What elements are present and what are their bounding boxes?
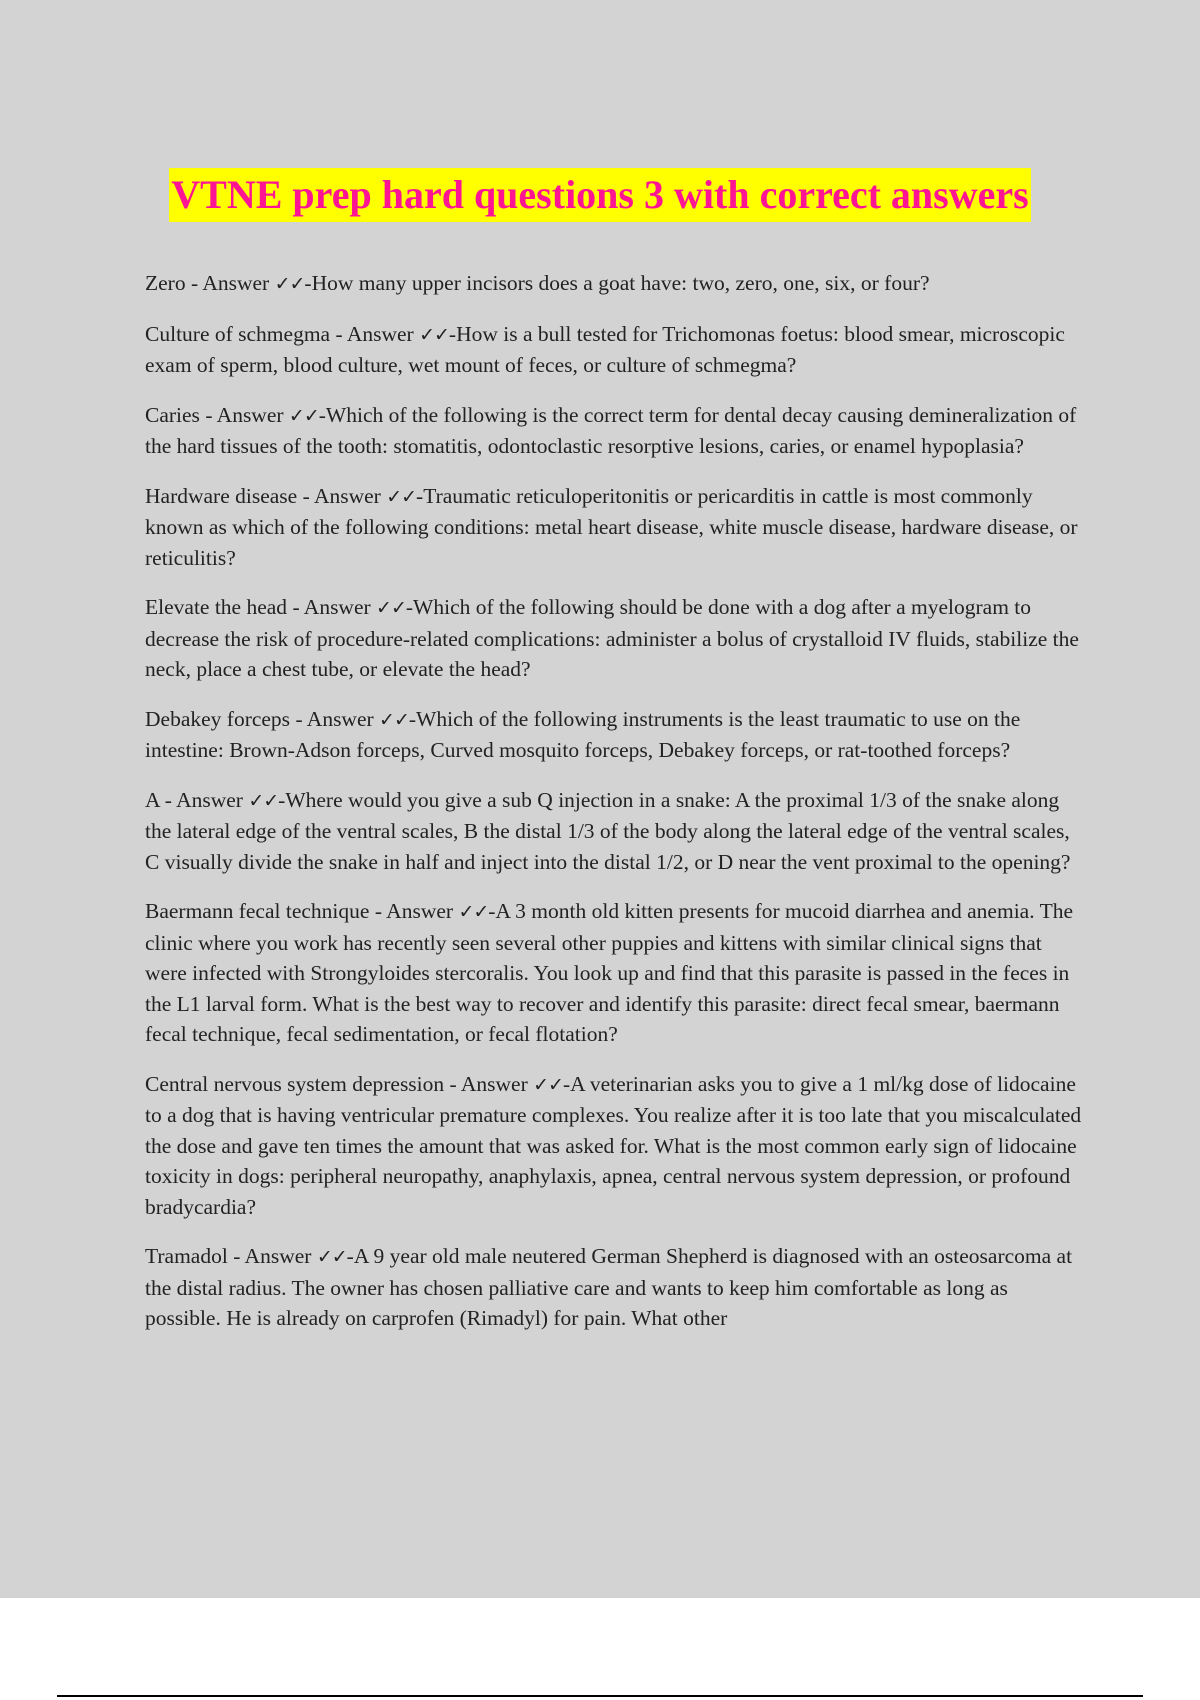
- question-text: -Where would you give a sub Q injection in a snake: A the proximal 1/3 of the snake along the lateral edge of the ventral scales, B the distal 1/3 of the body along the lateral edge of the ventral scales, C visually divide the snake in half and inject into the distal 1/2, or D near the vent proximal to the opening?: [145, 787, 1071, 874]
- question-text: -Which of the following instruments is the least traumatic to use on the intestine: Brown-Adson forceps, Curved mosquito forceps, Debakey forceps, or rat-toothed forceps?: [145, 706, 1021, 762]
- double-check-icon: ✓✓: [248, 789, 279, 812]
- double-check-icon: ✓✓: [458, 901, 489, 923]
- double-check-icon: ✓✓: [533, 1073, 563, 1096]
- title-container: [0, 168, 1200, 222]
- question-text: -A veterinarian asks you to give a 1 ml/kg dose of lidocaine to a dog that is having ventricular premature complexes. You realize after it is too late that you miscalculated the dose and gave ten times the amount that was asked for. What is the most common early sign of lidocaine toxicity in dogs: peripheral neuropathy, anaphylaxis, apnea, central nervous system depression, or profound bradycardia?: [145, 1071, 1082, 1219]
- answer-label: - Answer: [185, 271, 275, 295]
- double-check-icon: ✓✓: [274, 273, 305, 295]
- qa-item: [145, 268, 1085, 300]
- answer-label: - Answer: [369, 899, 459, 923]
- answer-text: Tramadol: [145, 1244, 228, 1268]
- qa-item: [145, 400, 1085, 462]
- document-title: VTNE prep hard questions 3 with correct answers: [169, 168, 1030, 222]
- question-text: -Which of the following is the correct term for dental decay causing demineralization of the hard tissues of the tooth: stomatitis, odontoclastic resorptive lesions, caries, or enamel hypoplasia?: [145, 402, 1077, 458]
- answer-label: - Answer: [444, 1071, 534, 1096]
- answer-text: A: [145, 787, 160, 812]
- double-check-icon: ✓✓: [419, 323, 449, 346]
- answer-text: Caries: [145, 402, 200, 427]
- answer-text: Central nervous system depression: [145, 1071, 445, 1096]
- qa-item: [145, 481, 1085, 574]
- qa-item: [145, 592, 1085, 685]
- question-text: -Traumatic reticuloperitonitis or pericarditis in cattle is most commonly known as which of the following conditions: metal heart disease, white muscle disease, hardware disease, or reticulitis?: [145, 483, 1078, 570]
- answer-text: Elevate the head: [145, 595, 288, 619]
- answer-label: - Answer: [227, 1244, 317, 1268]
- double-check-icon: ✓✓: [288, 404, 319, 427]
- answer-label: - Answer: [199, 402, 289, 427]
- double-check-icon: ✓✓: [379, 708, 409, 731]
- answer-label: - Answer: [159, 787, 249, 812]
- question-text: -How is a bull tested for Trichomonas foetus: blood smear, microscopic exam of sperm, blood culture, wet mount of feces, or culture of schmegma?: [145, 321, 1065, 377]
- question-text: -A 3 month old kitten presents for mucoid diarrhea and anemia. The clinic where you work has recently seen several other puppies and kittens with similar clinical signs that were infected with Strongyloides stercoralis. You look up and find that this parasite is passed in the feces in the L1 larval form. What is the best way to recover and identify this parasite: direct fecal smear, baermann fecal technique, fecal sedimentation, or fecal flotation?: [145, 899, 1074, 1046]
- double-check-icon: ✓✓: [316, 1246, 347, 1268]
- answer-text: Zero: [145, 271, 186, 295]
- answer-text: Hardware disease: [145, 483, 298, 508]
- answer-label: - Answer: [287, 595, 377, 619]
- qa-item: [145, 1069, 1085, 1223]
- double-check-icon: ✓✓: [386, 485, 417, 508]
- question-text: -How many upper incisors does a goat have: two, zero, one, six, or four?: [304, 271, 930, 295]
- answer-label: - Answer: [330, 321, 420, 346]
- answer-label: - Answer: [290, 706, 380, 731]
- qa-item: [145, 1241, 1085, 1334]
- qa-list: [145, 268, 1085, 1353]
- double-check-icon: ✓✓: [376, 597, 406, 619]
- qa-item: [145, 785, 1085, 878]
- answer-text: Debakey forceps: [145, 706, 291, 731]
- footer-divider: [57, 1695, 1143, 1697]
- question-text: -A 9 year old male neutered German Shepherd is diagnosed with an osteosarcoma at the distal radius. The owner has chosen palliative care and wants to keep him comfortable as long as possible. He is already on carprofen (Rimadyl) for pain. What other: [145, 1244, 1073, 1330]
- qa-item: [145, 319, 1085, 381]
- answer-text: Baermann fecal technique: [145, 899, 370, 923]
- answer-label: - Answer: [297, 483, 387, 508]
- question-text: -Which of the following should be done with a dog after a myelogram to decrease the risk of procedure-related complications: administer a bolus of crystalloid IV fluids, stabilize the neck, place a chest tube, or elevate the head?: [145, 595, 1079, 681]
- qa-item: [145, 704, 1085, 766]
- answer-text: Culture of schmegma: [145, 321, 331, 346]
- qa-item: [145, 896, 1085, 1050]
